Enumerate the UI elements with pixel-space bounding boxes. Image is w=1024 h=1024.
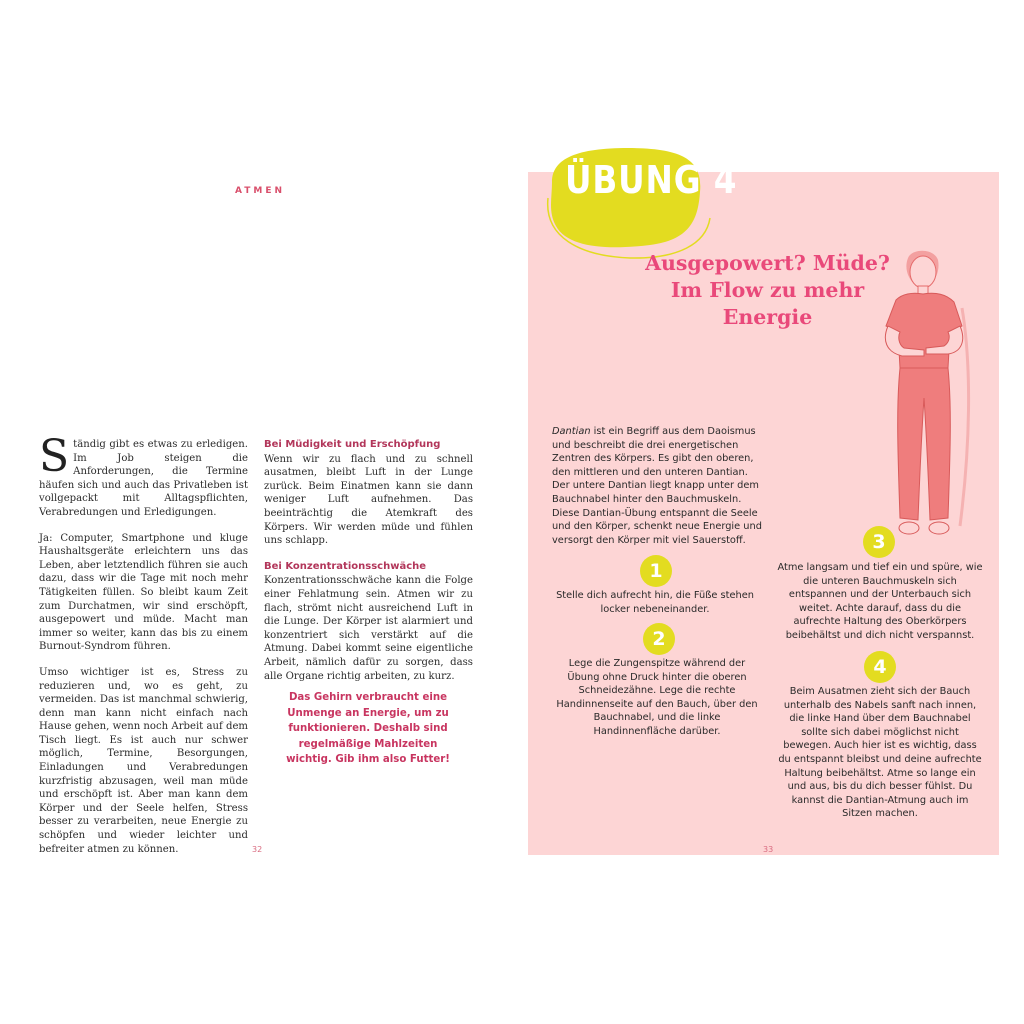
paragraph-concentration: Konzentrationsschwäche kann die Folge einer Fehlatmung sein. Atmen wir zu flach, strömt nicht ausreichend Luft in die Lunge. Der Körper ist alarmiert und konzentriert sich verstärkt auf die Atmung. Dabei kommt seine eigentliche Arbeit, nämlich dafür zu sorgen, dass alle Organe richtig arbeiten, zu kurz. [264, 575, 473, 682]
subheading-fatigue: Bei Müdigkeit und Erschöpfung [264, 439, 441, 450]
pull-quote: Das Gehirn verbraucht eine Unmenge an Energie, um zu funktionieren. Deshalb sind regelmäßige Mahlzeiten wichtig. Gib ihm also Futter! [286, 692, 450, 765]
paragraph-fatigue: Wenn wir zu flach und zu schnell ausatmen, bleibt Luft in der Lunge zurück. Beim Einatmen kann sie dann weniger Luft aufnehmen. Das beeinträchtig die Atemkraft des Körpers. Wir werden müde und fühlen uns schlapp. [264, 453, 473, 547]
paragraph-intro [39, 431, 248, 520]
paragraph-3: Umso wichtiger ist es, Stress zu reduzieren und, wo es geht, zu vermeiden. Das ist manchmal schwierig, denn man kann nicht einfach nach Hause gehen, wenn noch Arbeit auf dem Tisch liegt. Es ist auch nur schwer möglich, Termine, Besorgungen, Einladungen und Verabredungen kurzfristig abzusagen, weil man müde und erschöpft ist. Aber man kann dem Körper und der Seele helfen, Stress besser zu verarbeiten, neue Energie zu schöpfen und wieder leichter und befreiter atmen zu können. [39, 666, 248, 855]
paragraph-intro-text: tändig gibt es etwas zu erledigen. Im Job steigen die Anforderungen, die Termine häufen sich und auch das Privatleben ist vollgepackt mit Alltagspflichten, Verabredungen und Erledigungen. [39, 439, 248, 518]
intro-term: Dantian [552, 426, 591, 437]
step-3-text: Atme langsam und tief ein und spüre, wie die unteren Bauchmuskeln sich entspannen und der Unterbauch sich weitet. Achte darauf, dass du die aufrechte Haltung des Oberkörpers beibehältst und dich nicht verspannst. [777, 562, 983, 641]
step-4-text: Beim Ausatmen zieht sich der Bauch unterhalb des Nabels sanft nach innen, die linke Hand über dem Bauchnabel sollte sich dabei möglichst nicht bewegen. Auch hier ist es wichtig, dass du entspannt bleibst und deine aufrechte Haltung beibehältst. Atme so lange ein und aus, bis du dich besser fühlst. Du kannst die Dantian-Atmung auch im Sitzen machen. [778, 686, 982, 820]
left-column-1 [39, 431, 248, 868]
page-number-right: 33 [763, 845, 774, 854]
paragraph-2: Ja: Computer, Smartphone und kluge Haushaltsgeräte erleichtern uns das Leben, aber letztendlich führen sie auch dazu, dass wir die Tage mit noch mehr Tätigkeiten füllen. So bleibt kaum Zeit zum Durchatmen, wir sind erschöpft, ausgepowert und müde. Macht man immer so weiter, kann das bis zu einem Burnout-Syndrom führen. [39, 532, 248, 653]
step-3-badge: 3 [863, 526, 895, 558]
section-label: ATMEN [235, 186, 286, 196]
step-2-text: Lege die Zungenspitze während der Übung ohne Druck hinter die oberen Schneidezähne. Lege die rechte Handinnenseite auf den Bauch, über den Bauchnabel, und die linke Handinnenfläche darüber. [556, 658, 758, 737]
woman-figure-icon [868, 248, 976, 548]
page-number-left: 32 [252, 845, 263, 854]
left-column-2 [264, 438, 473, 695]
dropcap: S [39, 431, 70, 482]
step-1-badge: 1 [640, 555, 672, 587]
step-1-text: Stelle dich aufrecht hin, die Füße stehen locker nebeneinander. [556, 590, 754, 615]
exercise-title: ÜBUNG 4 [565, 158, 738, 202]
intro-text-rest: ist ein Begriff aus dem Daoismus und beschreibt die drei energetischen Zentren des Körpers. Es gibt den oberen, den mittleren und den unteren Dantian. Der untere Dantian liegt knapp unter dem Bauchnabel hinter den Bauchmuskeln. Diese Dantian-Übung entspannt die Seele und den Körper, schenkt neue Energie und versorgt den Körper mit viel Sauerstoff. [552, 426, 762, 546]
headline: Ausgepowert? Müde? Im Flow zu mehr Energie [645, 251, 890, 329]
intro-text [552, 425, 764, 547]
step-2-badge: 2 [643, 623, 675, 655]
subheading-concentration: Bei Konzentrationsschwäche [264, 560, 427, 572]
step-4-badge: 4 [864, 651, 896, 683]
